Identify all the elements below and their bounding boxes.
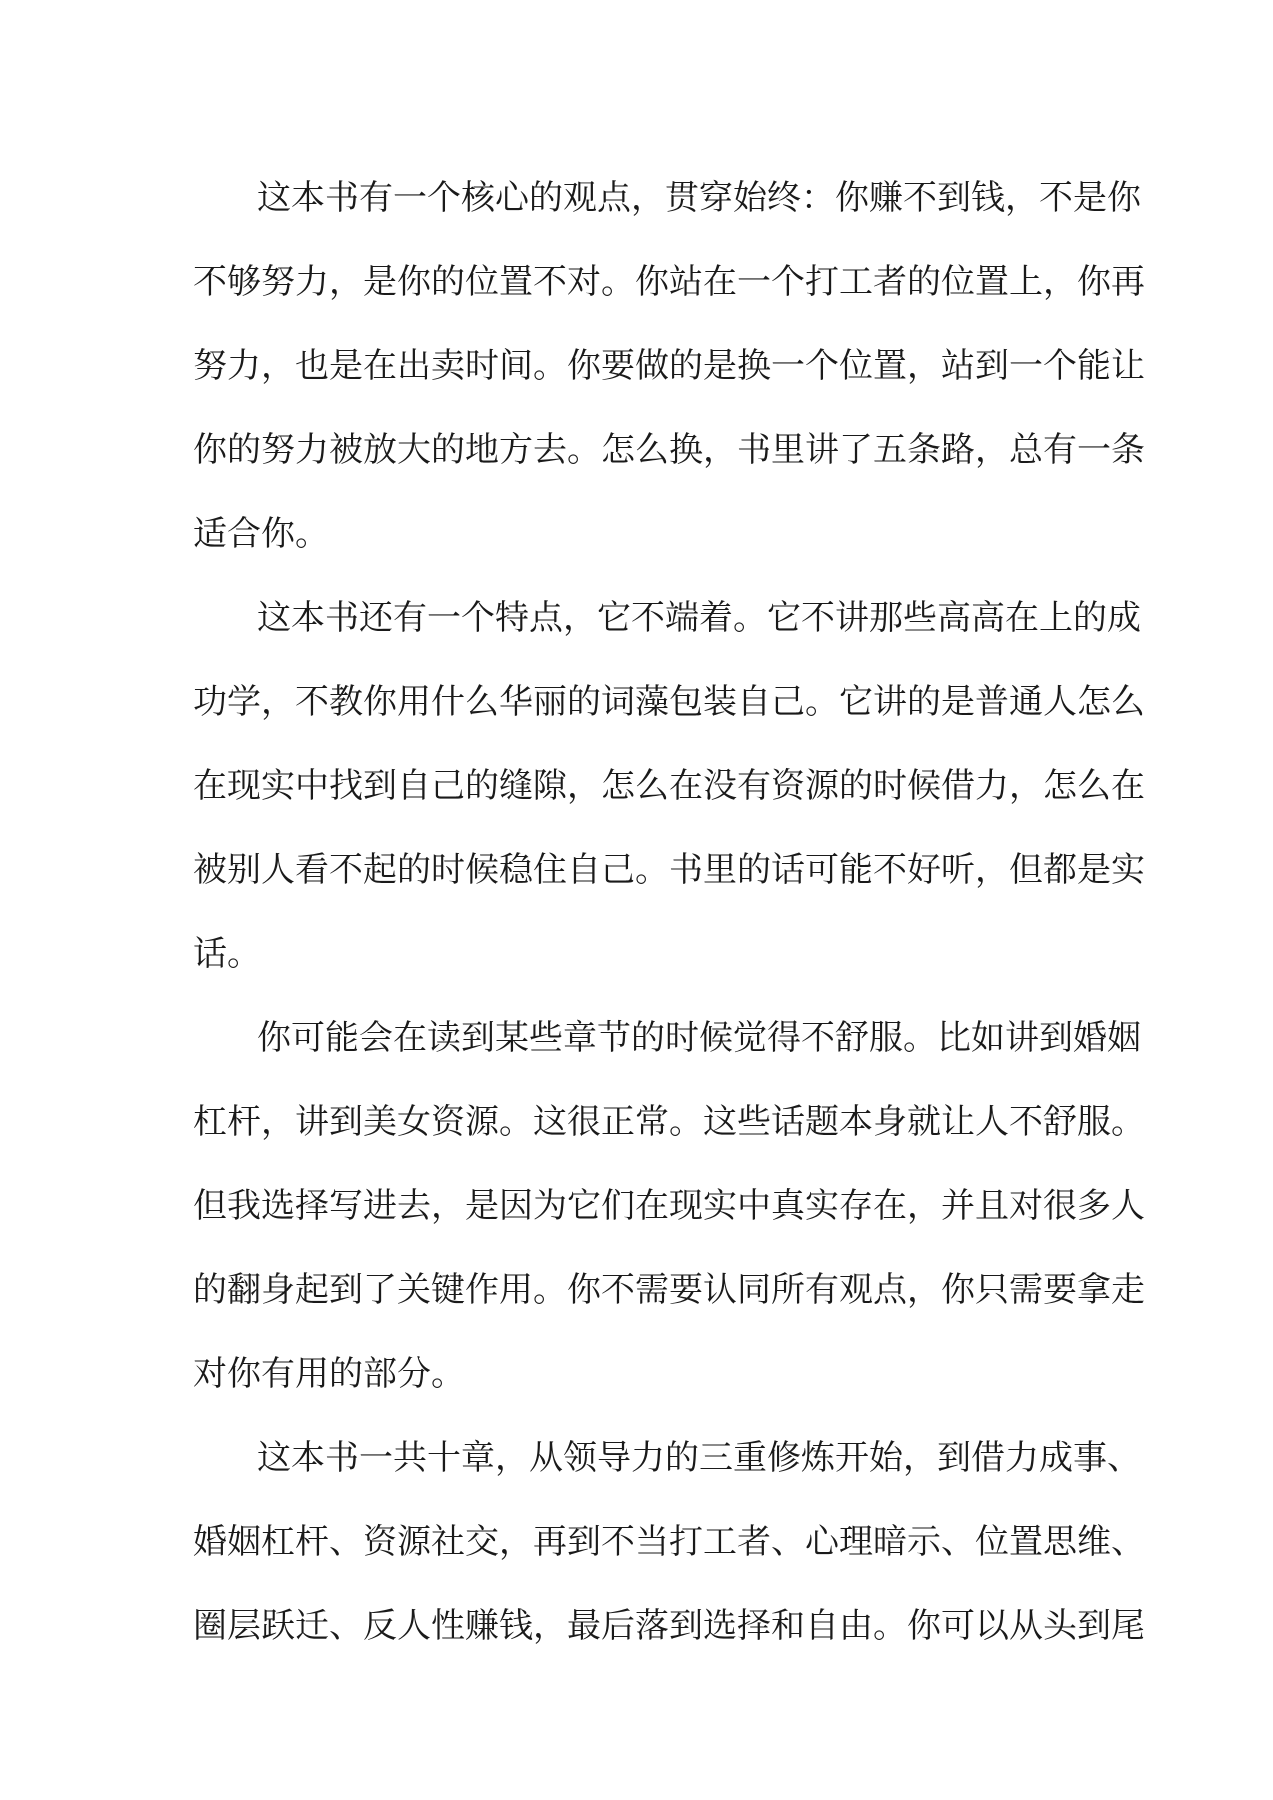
text-line: 对你有用的部分。 (193, 1354, 465, 1394)
text-line: 你可能会在读到某些章节的时候觉得不舒服。比如讲到婚姻 (257, 1018, 1141, 1058)
text-line: 婚姻杠杆、资源社交，再到不当打工者、心理暗示、位置思维、 (193, 1522, 1145, 1562)
text-line: 的翻身起到了关键作用。你不需要认同所有观点，你只需要拿走 (193, 1270, 1145, 1310)
text-line: 这本书还有一个特点，它不端着。它不讲那些高高在上的成 (257, 598, 1141, 638)
text-line: 杠杆，讲到美女资源。这很正常。这些话题本身就让人不舒服。 (193, 1102, 1145, 1142)
text-line: 但我选择写进去，是因为它们在现实中真实存在，并且对很多人 (193, 1186, 1145, 1226)
paragraph-2 (193, 580, 1145, 1000)
paragraph-3 (193, 1000, 1145, 1420)
text-line: 这本书有一个核心的观点，贯穿始终：你赚不到钱，不是你 (257, 178, 1141, 218)
text-line: 适合你。 (193, 514, 329, 554)
text-line: 这本书一共十章，从领导力的三重修炼开始，到借力成事、 (257, 1438, 1141, 1478)
text-line: 被别人看不起的时候稳住自己。书里的话可能不好听，但都是实 (193, 850, 1145, 890)
paragraph-4 (193, 1420, 1145, 1672)
text-line: 不够努力，是你的位置不对。你站在一个打工者的位置上，你再 (193, 262, 1145, 302)
text-line: 在现实中找到自己的缝隙，怎么在没有资源的时候借力，怎么在 (193, 766, 1145, 806)
text-line: 你的努力被放大的地方去。怎么换，书里讲了五条路，总有一条 (193, 430, 1145, 470)
text-line: 功学，不教你用什么华丽的词藻包装自己。它讲的是普通人怎么 (193, 682, 1145, 722)
body-text (193, 160, 1145, 1672)
text-line: 努力，也是在出卖时间。你要做的是换一个位置，站到一个能让 (193, 346, 1145, 386)
text-line: 话。 (193, 934, 261, 974)
paragraph-1 (193, 160, 1145, 580)
text-line: 圈层跃迁、反人性赚钱，最后落到选择和自由。你可以从头到尾 (193, 1606, 1145, 1646)
